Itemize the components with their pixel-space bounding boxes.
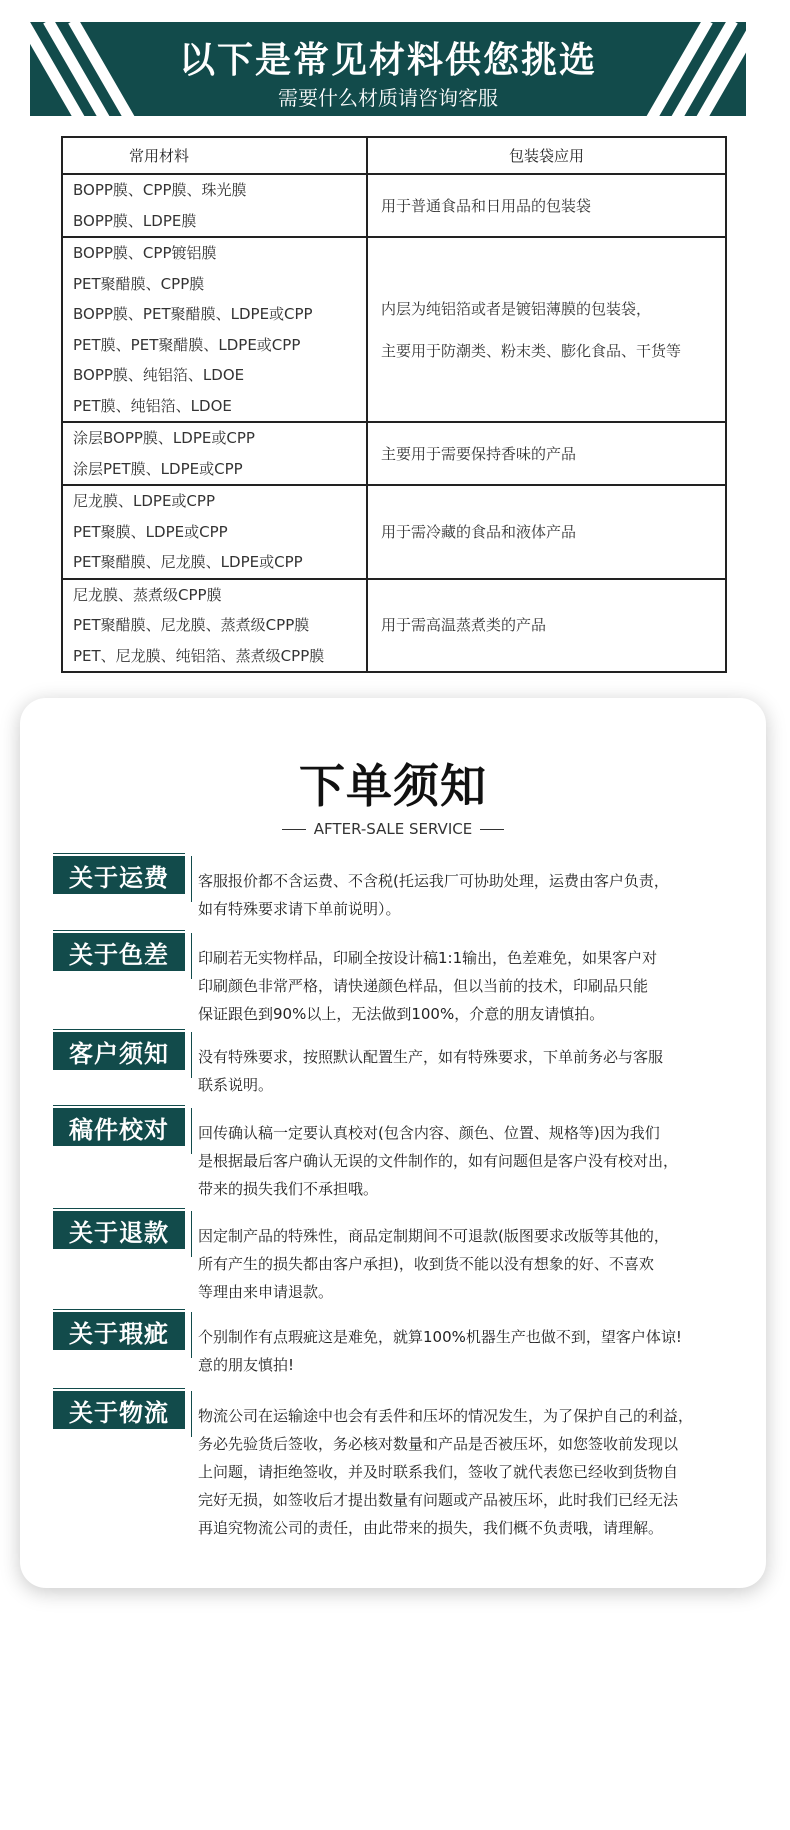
notice-line: 印刷若无实物样品，印刷全按设计稿1:1输出，色差难免，如果客户对 [198,949,658,967]
notice-line: 物流公司在运输途中也会有丢件和压坏的情况发生，为了保护自己的利益， [198,1407,694,1425]
divider-line [282,829,306,830]
notice-text [198,1323,758,1379]
notice-text [198,1402,758,1542]
material-line: 涂层BOPP膜、LDPE或CPP [73,429,255,447]
application-cell [367,485,726,579]
application-cell [367,579,726,673]
notice-line: 回传确认稿一定要认真校对(包含内容、颜色、位置、规格等)因为我们 [198,1124,660,1142]
materials-cell [62,579,367,673]
table-row [62,579,726,673]
material-line: PET、尼龙膜、纯铝箔、蒸煮级CPP膜 [73,646,325,665]
materials-table [61,136,727,673]
application-line: 主要用于防潮类、粉末类、膨化食品、干货等 [381,341,682,360]
material-line: PET膜、纯铝箔、LDOE [73,396,232,415]
divider-line [480,829,504,830]
notice-line: 联系说明。 [198,1076,274,1094]
notice-text [198,867,758,923]
notice-label: 关于物流 [53,1391,185,1429]
notice-line: 是根据最后客户确认无误的文件制作的，如有问题但是客户没有校对出， [198,1152,679,1170]
notice-line: 上问题，请拒绝签收，并及时联系我们，签收了就代表您已经收到货物自 [198,1463,679,1481]
banner-subtitle: 需要什么材质请咨询客服 [278,86,498,110]
materials-cell [62,485,367,579]
notice-label: 关于运费 [53,856,185,894]
banner-title: 以下是常见材料供您挑选 [178,40,597,81]
material-line: PET聚膜、LDPE或CPP [73,522,228,541]
notice-line: 如有特殊要求请下单前说明）。 [198,900,401,918]
material-line: PET膜、PET聚醋膜、LDPE或CPP [73,335,301,354]
material-line: BOPP膜、纯铝箔、LDOE [73,366,245,384]
material-line: PET聚醋膜、尼龙膜、LDPE或CPP [73,553,303,571]
application-line: 用于需高温蒸煮类的产品 [381,616,547,635]
notice-title: 下单须知 [299,759,487,813]
notice-line: 印刷颜色非常严格，请快递颜色样品，但以当前的技术，印刷品只能 [198,977,649,995]
material-line: 尼龙膜、LDPE或CPP [73,492,215,510]
notice-line: 等理由来申请退款。 [198,1283,334,1301]
table-row [62,237,726,422]
table-row [62,422,726,485]
table-header-application: 包装袋应用 [367,137,726,174]
application-line: 用于普通食品和日用品的包装袋 [381,196,592,215]
materials-cell [62,422,367,485]
notice-line: 意的朋友慎拍! [198,1356,295,1374]
material-line: 涂层PET膜、LDPE或CPP [73,459,243,478]
material-line: PET聚醋膜、尼龙膜、蒸煮级CPP膜 [73,616,310,634]
application-line: 用于需冷藏的食品和液体产品 [381,522,577,541]
notice-line: 再追究物流公司的责任，由此带来的损失，我们概不负责哦，请理解。 [198,1519,664,1537]
notice-subtitle [20,820,766,838]
notice-line: 因定制产品的特殊性，商品定制期间不可退款(版图要求改版等其他的， [198,1227,669,1245]
notice-label: 关于退款 [53,1211,185,1249]
header-banner [30,22,746,116]
notice-label: 稿件校对 [53,1108,185,1146]
material-line: BOPP膜、CPP镀铝膜 [73,244,217,262]
material-line: BOPP膜、CPP膜、珠光膜 [73,181,247,199]
notice-line: 带来的损失我们不承担哦。 [198,1180,379,1198]
notice-text [198,1043,758,1099]
application-line: 内层为纯铝箔或者是镀铝薄膜的包装袋， [381,299,652,318]
materials-cell [62,174,367,237]
table-row [62,174,726,237]
notice-line: 务必先验货后签收，务必核对数量和产品是否被压坏，如您签收前发现以 [198,1435,679,1453]
order-notice-card [20,698,766,1588]
notice-subtitle-text: AFTER-SALE SERVICE [313,820,473,838]
notice-line: 没有特殊要求，按照默认配置生产，如有特殊要求，下单前务必与客服 [198,1048,664,1066]
material-line: PET聚醋膜、CPP膜 [73,274,205,293]
application-line: 主要用于需要保持香味的产品 [381,444,577,463]
application-cell [367,237,726,422]
notice-label: 客户须知 [53,1032,185,1070]
materials-cell [62,237,367,422]
material-line: BOPP膜、PET聚醋膜、LDPE或CPP [73,305,313,323]
notice-text [198,1119,758,1203]
notice-label: 关于色差 [53,933,185,971]
table-row [62,485,726,579]
material-line: BOPP膜、LDPE膜 [73,211,197,230]
table-header-materials: 常用材料 [62,137,367,174]
notice-line: 个别制作有点瑕疵这是难免，就算100%机器生产也做不到，望客户体谅! [198,1328,682,1346]
notice-text [198,1222,758,1306]
application-cell [367,174,726,237]
notice-line: 完好无损，如签收后才提出数量有问题或产品被压坏，此时我们已经无法 [198,1491,679,1509]
application-cell [367,422,726,485]
table-header-row [62,137,726,174]
notice-line: 所有产生的损失都由客户承担)，收到货不能以没有想象的好、不喜欢 [198,1255,654,1273]
material-line: 尼龙膜、蒸煮级CPP膜 [73,585,222,604]
notice-line: 保证跟色到90%以上，无法做到100%，介意的朋友请慎拍。 [198,1005,605,1023]
notice-text [198,944,758,1028]
notice-label: 关于瑕疵 [53,1312,185,1350]
notice-line: 客服报价都不含运费、不含税(托运我厂可协助处理，运费由客户负责， [198,872,669,890]
